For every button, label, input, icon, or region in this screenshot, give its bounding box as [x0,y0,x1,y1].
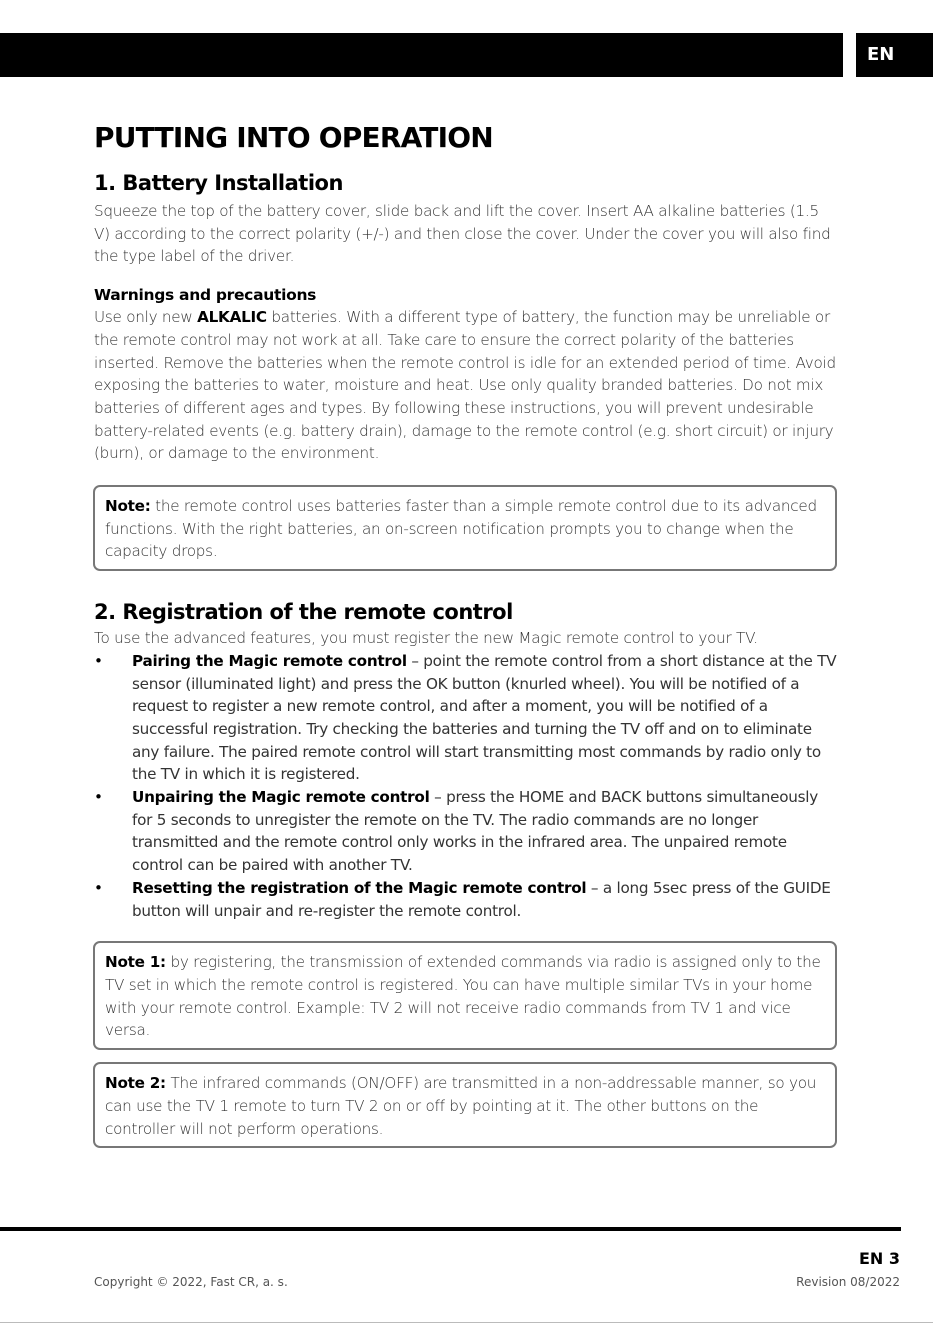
bullet: • [94,651,103,670]
warnings-text-post: batteries. With a different type of battery, the function may be unreliable or the remote control may not work at all. Take care to ensure the correct polarity of the batteries inserted. Remove the batteries when the remote control is idle for an extended period of time. Avoid exposing the batteries to water, moisture and heat. Use only quality branded batteries. Do not mix batteries of different ages and types. By following these instructions, you will prevent undesirable battery-related events (e.g. battery drain), damage to the remote control (e.g. short circuit) or injury (burn), or damage to the environment. [94,308,836,463]
section-heading-registration: 2. Registration of the remote control [94,600,513,625]
list-item-title: Unpairing the Magic remote control [132,788,430,807]
main-content [94,118,839,1148]
registration-intro: To use the advanced features, you must register the new Magic remote control to your TV. [94,629,758,648]
footer-divider [0,1227,901,1231]
revision-text: Revision 08/2022 [796,1275,900,1289]
language-tab: EN [856,33,933,77]
registration-list [94,650,839,922]
copyright-text: Copyright © 2022, Fast CR, a. s. [94,1275,288,1289]
alkalic-emphasis: ALKALIC [197,308,267,327]
page-number: EN 3 [858,1249,900,1268]
list-item-title: Resetting the registration of the Magic remote control [132,878,587,897]
header-bar [0,33,843,77]
list-item-text: – press the HOME and BACK buttons simultaneously for 5 seconds to unregister the remote on the TV. The radio commands are no longer transmitted and the remote control only works in the infrared area. The unpaired remote control can be paired with another TV. [132,788,818,875]
note-label: Note: [105,497,151,516]
list-item-text: – a long 5sec press of the GUIDE button will unpair and re-register the remote control. [132,878,831,920]
warnings-text [94,306,839,465]
page-title: PUTTING INTO OPERATION [94,121,493,154]
warnings-heading: Warnings and precautions [94,286,317,305]
note2-text: The infrared commands (ON/OFF) are transmitted in a non-addressable manner, so you can use the TV 1 remote to turn TV 2 on or off by pointing at it. The other buttons on the controller will not perform operations. [105,1074,817,1138]
note-box-1 [93,941,837,1050]
section-heading-battery: 1. Battery Installation [94,171,343,195]
list-item-pairing [94,650,839,786]
bullet: • [94,788,103,807]
note1-label: Note 1: [105,953,166,972]
note-box-battery [93,485,837,571]
note2-label: Note 2: [105,1074,166,1093]
note-text: the remote control uses batteries faster than a simple remote control due to its advanced functions. With the right batteries, an on-screen notification prompts you to change when the capacity drops. [105,497,817,561]
list-item-text: – point the remote control from a short distance at the TV sensor (illuminated light) and press the OK button (knurled wheel). You will be notified of a request to register a new remote control, and after a moment, you will be notified of a successful registration. Try checking the batteries and turning the TV off and on to eliminate any failure. The paired remote control will start transmitting most commands by radio only to the TV in which it is registered. [132,651,837,784]
note-box-2 [93,1062,837,1148]
bullet: • [94,878,103,897]
battery-instructions: Squeeze the top of the battery cover, slide back and lift the cover. Insert AA alkaline batteries (1.5 V) according to the correct polarity (+/-) and then close the cover. Under the cover you will also find the type label of the driver. [94,202,831,266]
list-item-resetting [94,877,839,922]
bottom-divider [0,1322,933,1323]
list-item-unpairing [94,786,839,877]
warnings-text-pre: Use only new [94,308,198,327]
note1-text: by registering, the transmission of extended commands via radio is assigned only to the TV set in which the remote control is registered. You can have multiple similar TVs in your home with your remote control. Example: TV 2 will not receive radio commands from TV 1 and vice versa. [105,953,821,1040]
list-item-title: Pairing the Magic remote control [132,651,407,670]
